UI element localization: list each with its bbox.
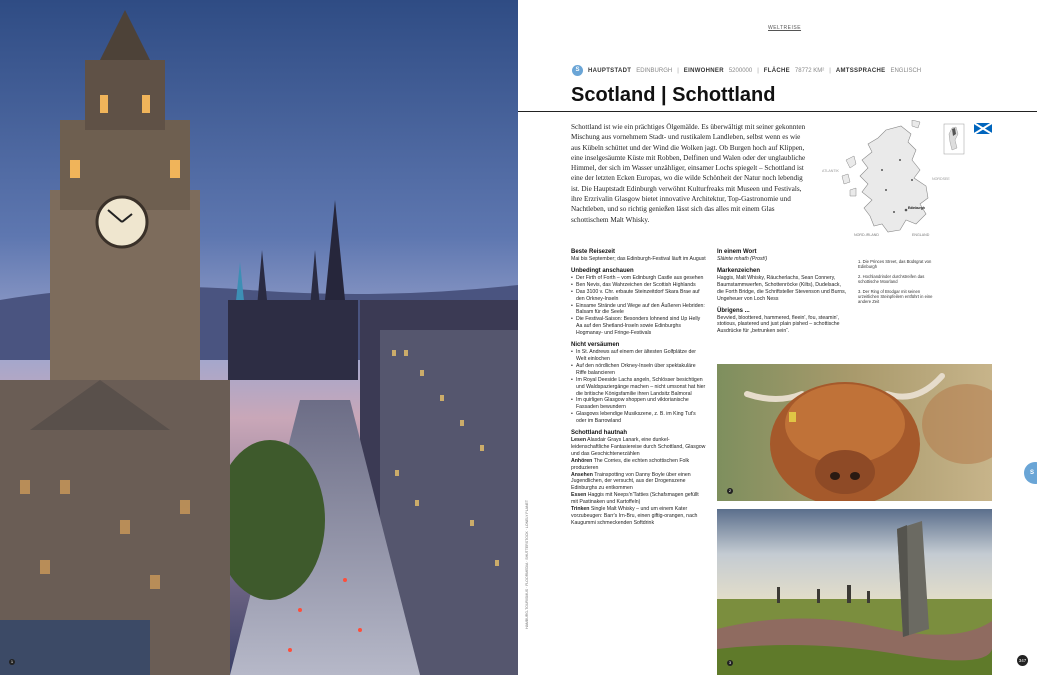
section-schottland-hautnah [571, 429, 706, 527]
hautnah-entry [571, 437, 706, 458]
fact-value: 78772 KM² [794, 67, 825, 74]
entry-text: Alasdair Grays Lanark, eine dunkel-leidenschaftliche Fantasiereise durch Schottland, Glasgow und das Geschichtenerzählen [571, 437, 706, 457]
article-page [518, 0, 1037, 675]
section-text: Bevvied, bloottered, hammered, fleein', fou, steamin', stotious, plastered und just plain pished – schottische Ausdrücke für „betrunken sein“. [717, 314, 840, 335]
section-nicht-versaeumen [571, 341, 706, 425]
hautnah-entry [571, 472, 706, 493]
list-item: • Einsame Strände und Wege auf den Äußeren Hebriden: Balsam für die Seele [571, 303, 706, 317]
entry-label: Lesen [571, 437, 586, 444]
hautnah-entry [571, 492, 706, 506]
map-label: NORDSEE [932, 177, 950, 181]
photo-number: 2 [728, 488, 732, 493]
photo-captions [858, 259, 933, 309]
section-heading: Markenzeichen [717, 267, 761, 274]
photo-credits: HAMBURG-TOURISMUS · FLOORMEDIA · SHUTTERSTOCK · LONELY PLANET [525, 500, 529, 629]
section-heading: Schottland hautnah [571, 430, 627, 437]
map-label: ENGLAND [912, 233, 930, 237]
section-uebrigens [717, 307, 849, 336]
section-in-einem-wort [717, 248, 849, 263]
section-markenzeichen [717, 267, 849, 303]
entry-text: Haggis mit Neeps'n'Tatties (Schafsmagen gefüllt mit Pastinaken und Kartoffeln) [571, 492, 699, 506]
fact-value: EDINBURGH [636, 67, 673, 74]
list-item: • Im Royal Deeside Lachs angeln, Schlösser besichtigen und Waldspaziergänge machen – nicht umsonst hat hier die britische Königsfamilie ihren Landsitz Balmoral [571, 377, 706, 398]
hautnah-entry [571, 506, 706, 527]
map-label: ATLANTIK [822, 169, 839, 173]
page-title: Scotland | Schottland [571, 84, 776, 106]
chapter-side-tab[interactable]: S [1024, 462, 1037, 484]
fact-key: AMTSSPRACHE [835, 67, 886, 74]
section-text: Haggis, Malt Whisky, Räucherlachs, Sean Connery, Baumstammwerfen, Schottenröcke (Kilts), Dudelsack, die Forth Bridge, die Schriftsteller Stevenson und Burns, Ungeheuer von Loch Ness [717, 274, 847, 302]
section-heading: Übrigens ... [717, 307, 750, 314]
title-row [518, 84, 1037, 112]
entry-label: Trinken [571, 506, 590, 513]
list-item: • Auf den nördlichen Orkney-Inseln über spektakuläre Riffe balancieren [571, 363, 706, 377]
fact-key: EINWOHNER [683, 67, 724, 74]
separator: | [677, 67, 679, 74]
hautnah-entry [571, 458, 706, 472]
section-heading: Unbedingt anschauen [571, 267, 634, 274]
section-beste-reisezeit [571, 248, 706, 263]
map-label: Edinburgh [908, 206, 925, 210]
fact-value: 5200000 [728, 67, 753, 74]
facts-column-right [717, 248, 849, 339]
scottish-flag-icon [974, 121, 992, 132]
entry-text: The Corries, die echten schottischen Folk produzieren [571, 457, 690, 471]
intro-paragraph: Schottland ist wie ein prächtiges Ölgemälde. Es überwältigt mit seiner gekonnten Mischung aus vornehmem Stadt- und rustikalem Landleben, selbst wenn es wie aus Kübeln schüttet und der Wind die Wolken jagt. Ob Burgen hoch auf Klippen, eine inselgesäumte Küste mit Robben, Delfinen und Walen oder der unglaubliche Himmel, der sich im Wasser unzähliger, einsamer Lochs spiegelt – Schottland ist eine der letzten Ecken Europas, wo die wilde Schönheit der Natur noch lebendig ist. Die Hauptstadt Edinburgh verwöhnt Kulturfreaks mit Museen und Festivals, ihre Erzrivalin Glasgow bietet innovative Architektur, Top-Gastronomie und Nachtleben, und so richtig genießen lässt sich das alles mit einem Glas schottischem Malt Whisky. [571, 123, 806, 224]
entry-text: Trainspotting von Danny Boyle über einen Jugendlichen, der versucht, aus der Drogenszene Edinburghs zu entkommen [571, 471, 691, 492]
separator: | [829, 67, 831, 74]
running-head: WELTREISE [768, 25, 802, 31]
section-text: Mai bis September; das Edinburgh-Festival läuft im August [571, 256, 706, 262]
fact-key: HAUPTSTADT [588, 67, 632, 74]
list-item: • Der Firth of Forth – vom Edinburgh Castle aus gesehen [571, 275, 706, 282]
facts-bar [572, 65, 921, 76]
entry-label: Anhören [571, 457, 593, 464]
caption: 1. Die Princes Street, das Büdsgrat von Edinburgh [858, 259, 932, 270]
fact-value: ENGLISCH [890, 67, 922, 74]
list-item: • Das 3100 v. Chr. erbaute Steinzeitdorf Skara Brae auf den Orkney-Inseln [571, 289, 706, 303]
list-item: • Ben Nevis, das Wahrzeichen der Scottish Highlands [571, 282, 706, 289]
entry-label: Ansehen [571, 471, 593, 478]
section-text: Slàinte mhath (Prost!) [717, 256, 768, 262]
caption: 2. Hochlandrinder durchstreifen das schottische Moorland [858, 273, 925, 285]
highland-cow-photo [717, 364, 992, 501]
edinburgh-photo [0, 0, 518, 675]
section-unbedingt-anschauen [571, 267, 706, 337]
section-heading: In einem Wort [717, 249, 757, 255]
section-heading: Beste Reisezeit [571, 249, 616, 255]
facts-column-left [571, 248, 706, 531]
chapter-badge: S [572, 65, 583, 76]
fact-key: FLÄCHE [763, 67, 790, 74]
separator: | [757, 67, 759, 74]
caption: 3. Der Ring of Brodgar mit seinen urzeitlichen Steinpfeilern entführt in eine andere Zeit [858, 288, 933, 305]
entry-label: Essen [571, 492, 587, 499]
list-item: • Glasgows lebendige Musikszene, z. B. im King Tut's oder im Barrowland [571, 411, 706, 425]
list-item: • Im quirligen Glasgow shoppen und viktorianische Fassaden bewundern [571, 397, 706, 411]
section-heading: Nicht versäumen [571, 342, 620, 349]
list-item: • In St. Andrews auf einem der ältesten Golfplätze der Welt einlochen [571, 349, 706, 363]
list-item: • Die Festival-Saison: Besonders lohnend sind Up Helly Aa auf den Shetland-Inseln sowie Edinburghs Hogmanay- und Fringe-Festivals [571, 316, 706, 337]
title-rule [518, 111, 1037, 112]
page-number: 347 [1017, 655, 1028, 666]
ring-of-brodgar-photo [717, 509, 992, 675]
entry-text: Single Malt Whisky – und um einem Kater vorzubeugen: Barr's Irn-Bru, einen giftig-orangen, nach Kaugummi schmeckenden Softdrink [571, 506, 698, 526]
map-label: NORD-IRLAND [854, 233, 879, 237]
photo-number: 3 [728, 660, 732, 665]
photo-number: 1 [10, 659, 14, 664]
scotland-map [816, 120, 966, 242]
